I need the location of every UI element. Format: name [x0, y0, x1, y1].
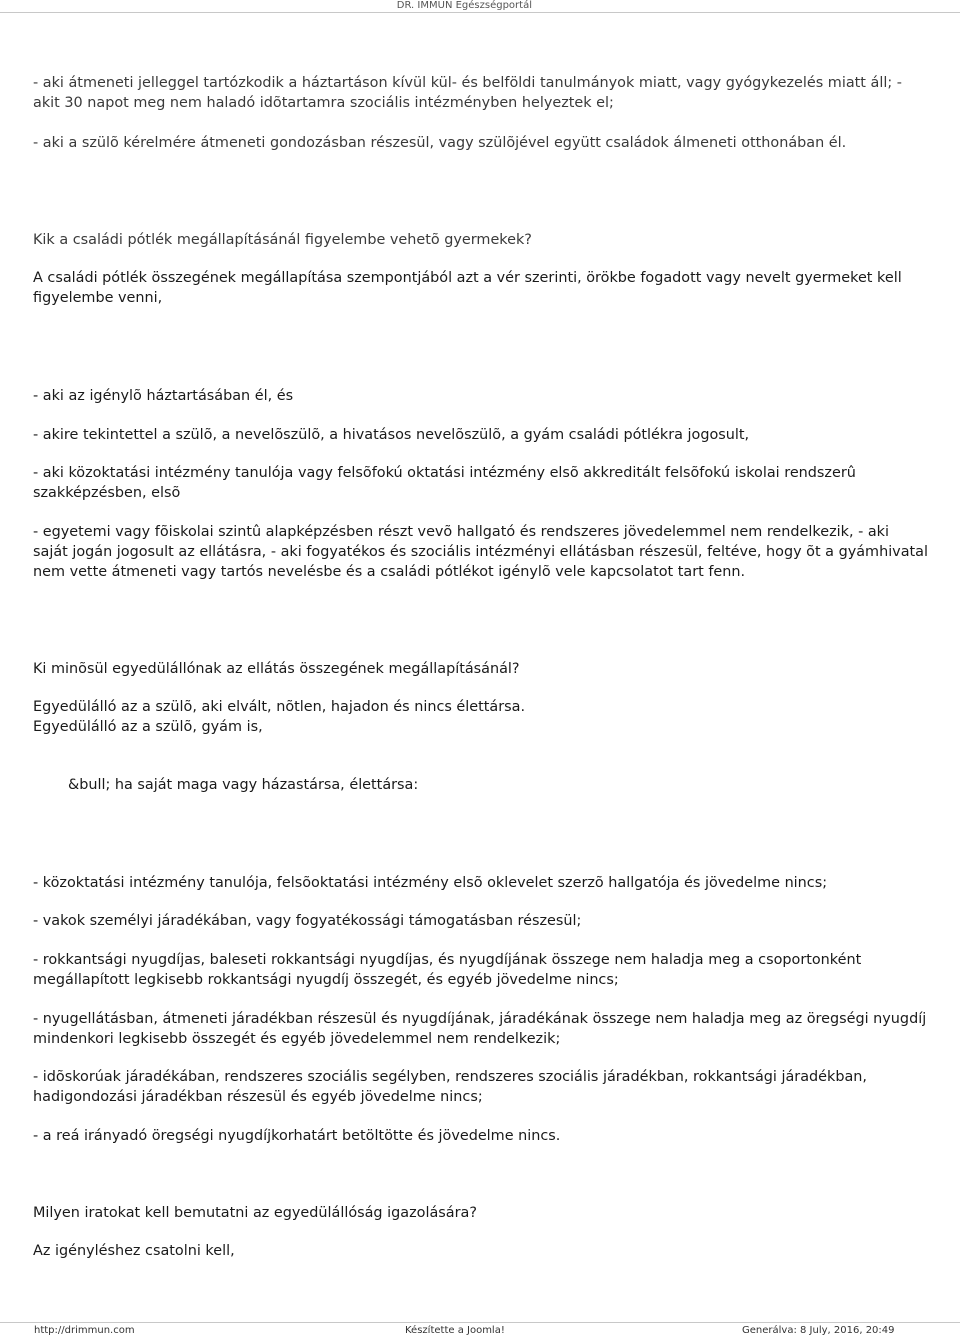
- site-title: DR. IMMUN Egészségportál: [396, 0, 532, 11]
- list-item-household: - aki az igénylõ háztartásában él, és: [33, 388, 294, 404]
- list-item-retirement-pension: - nyugellátásban, átmeneti járadékban részesül és nyugdíjának, járadékának összege nem haladja meg az öregségi nyugdíj mindenkori legkisebb összegét és egyéb jövedelemmel nem rendelkezik;: [33, 1011, 927, 1047]
- footer-made-by: Készítette a Joomla!: [405, 1325, 505, 1336]
- paragraph-away-from-household: - aki átmeneti jelleggel tartózkodik a háztartáson kívül kül- és belföldi tanulmányok miatt, vagy gyógykezelés miatt áll; - akit 30 napot meg nem haladó idõtartamra szociális intézményben helyeztek el;: [33, 75, 902, 111]
- list-item-retirement-age: - a reá irányadó öregségi nyugdíjkorhatárt betöltötte és jövedelme nincs.: [33, 1128, 561, 1144]
- list-item-disability-pension: - rokkantsági nyugdíjas, baleseti rokkantsági nyugdíjas, és nyugdíjának összege nem haladja meg a csoportonként megállapított legkisebb rokkantsági nyugdíj összegét, és egyéb jövedelme nincs;: [33, 952, 862, 988]
- list-item-disability-support: - vakok személyi járadékában, vagy fogyatékossági támogatásban részesül;: [33, 913, 582, 929]
- list-item-university: - egyetemi vagy fõiskolai szintû alapképzésben részt vevõ hallgató és rendszeres jövedelemmel nem rendelkezik, - aki saját jogán jogosult az ellátásra, - aki fogyatékos és szociális intézményi ellátásban részesül, feltéve, hogy õt a gyámhivatal nem vette átmeneti vagy tartós nevelésbe és a családi pótlékot igénylõ vele kapcsolatot tart fenn.: [33, 524, 928, 580]
- paragraph-attach: Az igényléshez csatolni kell,: [33, 1243, 235, 1259]
- list-item-student: - aki közoktatási intézmény tanulója vagy felsõfokú oktatási intézmény elsõ akkreditált felsõfokú iskolai rendszerû szakképzésben, elsõ: [33, 465, 856, 501]
- paragraph-child-definition: A családi pótlék összegének megállapítása szempontjából azt a vér szerinti, örökbe fogadott vagy nevelt gyermeket kell figyelembe venni,: [33, 270, 902, 306]
- list-item-no-income-student: - közoktatási intézmény tanulója, felsõoktatási intézmény elsõ oklevelet szerzõ hallgatója és jövedelme nincs;: [33, 875, 828, 891]
- question-single-parent: Ki minõsül egyedülállónak az ellátás összegének megállapításánál?: [33, 661, 520, 677]
- question-documents: Milyen iratokat kell bemutatni az egyedülállóság igazolására?: [33, 1205, 477, 1221]
- bullet-spouse-condition: &bull; ha saját maga vagy házastársa, élettársa:: [68, 777, 419, 793]
- paragraph-single-parent-definition: Egyedülálló az a szülõ, aki elvált, nõtlen, hajadon és nincs élettársa.: [33, 699, 526, 715]
- list-item-elderly-allowance: - idõskorúak járadékában, rendszeres szociális segélyben, rendszeres szociális járadékban, rokkantsági járadékban, hadigondozási járadékban részesül és egyéb jövedelme nincs;: [33, 1069, 867, 1105]
- question-eligible-children: Kik a családi pótlék megállapításánál figyelembe vehetõ gyermekek?: [33, 232, 532, 248]
- page-header: [0, 0, 960, 12]
- footer-divider: [0, 1322, 960, 1323]
- footer-generated: Generálva: 8 July, 2016, 20:49: [742, 1325, 895, 1336]
- paragraph-single-guardian: Egyedülálló az a szülõ, gyám is,: [33, 719, 263, 735]
- footer-url[interactable]: http://drimmun.com: [34, 1325, 135, 1336]
- header-divider: [0, 12, 960, 13]
- list-item-entitled: - akire tekintettel a szülõ, a nevelõszülõ, a hivatásos nevelõszülõ, a gyám családi pótlékra jogosult,: [33, 427, 750, 443]
- paragraph-temporary-care: - aki a szülõ kérelmére átmeneti gondozásban részesül, vagy szülõjével együtt családok álmeneti otthonában él.: [33, 135, 847, 151]
